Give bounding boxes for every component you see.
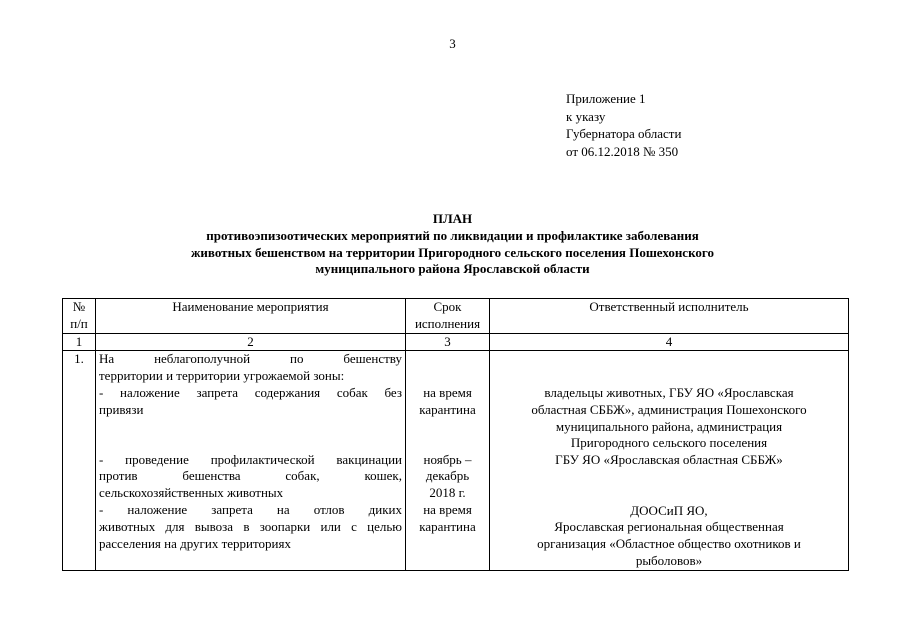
column-number-cell: 3: [406, 333, 490, 351]
executor-c-line: Ярославская региональная общественная: [554, 519, 784, 535]
measure-a-line: - наложение запрета содержания собак без: [99, 384, 402, 400]
column-number-cell: 4: [490, 333, 849, 351]
measure-cell: [96, 351, 406, 570]
executor-c-line: организация «Областное общество охотников и: [537, 536, 801, 552]
title-line: животных бешенством на территории Пригородного сельского поселения Пошехонского: [191, 244, 714, 260]
column-number-row: [63, 333, 849, 351]
measure-c-line: - наложение запрета на отлов диких: [99, 501, 402, 517]
measure-intro-line: На неблагополучной по бешенству: [99, 351, 402, 367]
table-row: [63, 351, 849, 570]
table-header-row: [63, 299, 849, 334]
term-cell: [406, 351, 490, 570]
header-cell-number: № п/п: [63, 299, 96, 334]
measure-b-line: сельскохозяйственных животных: [99, 485, 284, 501]
term-c-line: на время: [423, 501, 472, 517]
header-cell-executor: Ответственный исполнитель: [490, 299, 849, 334]
executor-c-line: рыболовов»: [635, 552, 703, 568]
executor-cell: [490, 351, 849, 570]
executor-a-line: областная СББЖ», администрация Пошехонского: [531, 401, 807, 417]
document-title: [0, 211, 905, 278]
term-a-line: карантина: [419, 401, 476, 417]
term-b-line: декабрь: [425, 468, 470, 484]
measure-c-line: животных для вывоза в зоопарки или с целью: [99, 518, 402, 534]
title-line: муниципального района Ярославской области: [315, 261, 590, 277]
appendix-line: Приложение 1: [566, 91, 646, 106]
appendix-line: от 06.12.2018 № 350: [566, 143, 679, 159]
measure-c-line: расселения на других территориях: [99, 535, 291, 551]
executor-a-line: владельцы животных, ГБУ ЯО «Ярославская: [544, 384, 794, 400]
title-line: противоэпизоотических мероприятий по ликвидации и профилактике заболевания: [206, 227, 699, 243]
header-cell-name: Наименование мероприятия: [96, 299, 406, 334]
executor-a-line: Пригородного сельского поселения: [570, 435, 768, 451]
title-heading: ПЛАН: [432, 211, 473, 226]
column-number-cell: 2: [96, 333, 406, 351]
term-b-line: 2018 г.: [429, 485, 466, 501]
column-number-cell: 1: [63, 333, 96, 351]
appendix-line: к указу: [566, 108, 606, 124]
measure-intro-line: территории и территории угрожаемой зоны:: [99, 368, 345, 384]
appendix-block: [566, 90, 681, 160]
page-number: 3: [449, 36, 456, 51]
row-number: 1.: [63, 351, 96, 570]
executor-a-line: муниципального района, администрация: [555, 418, 783, 434]
header-cell-term: Срок исполнения: [406, 299, 490, 334]
measure-b-line: против бешенства собак, кошек,: [99, 468, 402, 484]
appendix-line: Губернатора области: [566, 126, 682, 141]
executor-c-line: ДООСиП ЯО,: [630, 502, 708, 518]
measure-b-line: - проведение профилактической вакцинации: [99, 451, 402, 467]
executor-b-line: ГБУ ЯО «Ярославская областная СББЖ»: [555, 452, 783, 468]
term-a-line: на время: [423, 384, 472, 400]
plan-table: [62, 298, 849, 571]
measure-a-line: привязи: [99, 401, 144, 417]
term-b-line: ноябрь –: [423, 451, 472, 467]
term-c-line: карантина: [419, 518, 476, 534]
